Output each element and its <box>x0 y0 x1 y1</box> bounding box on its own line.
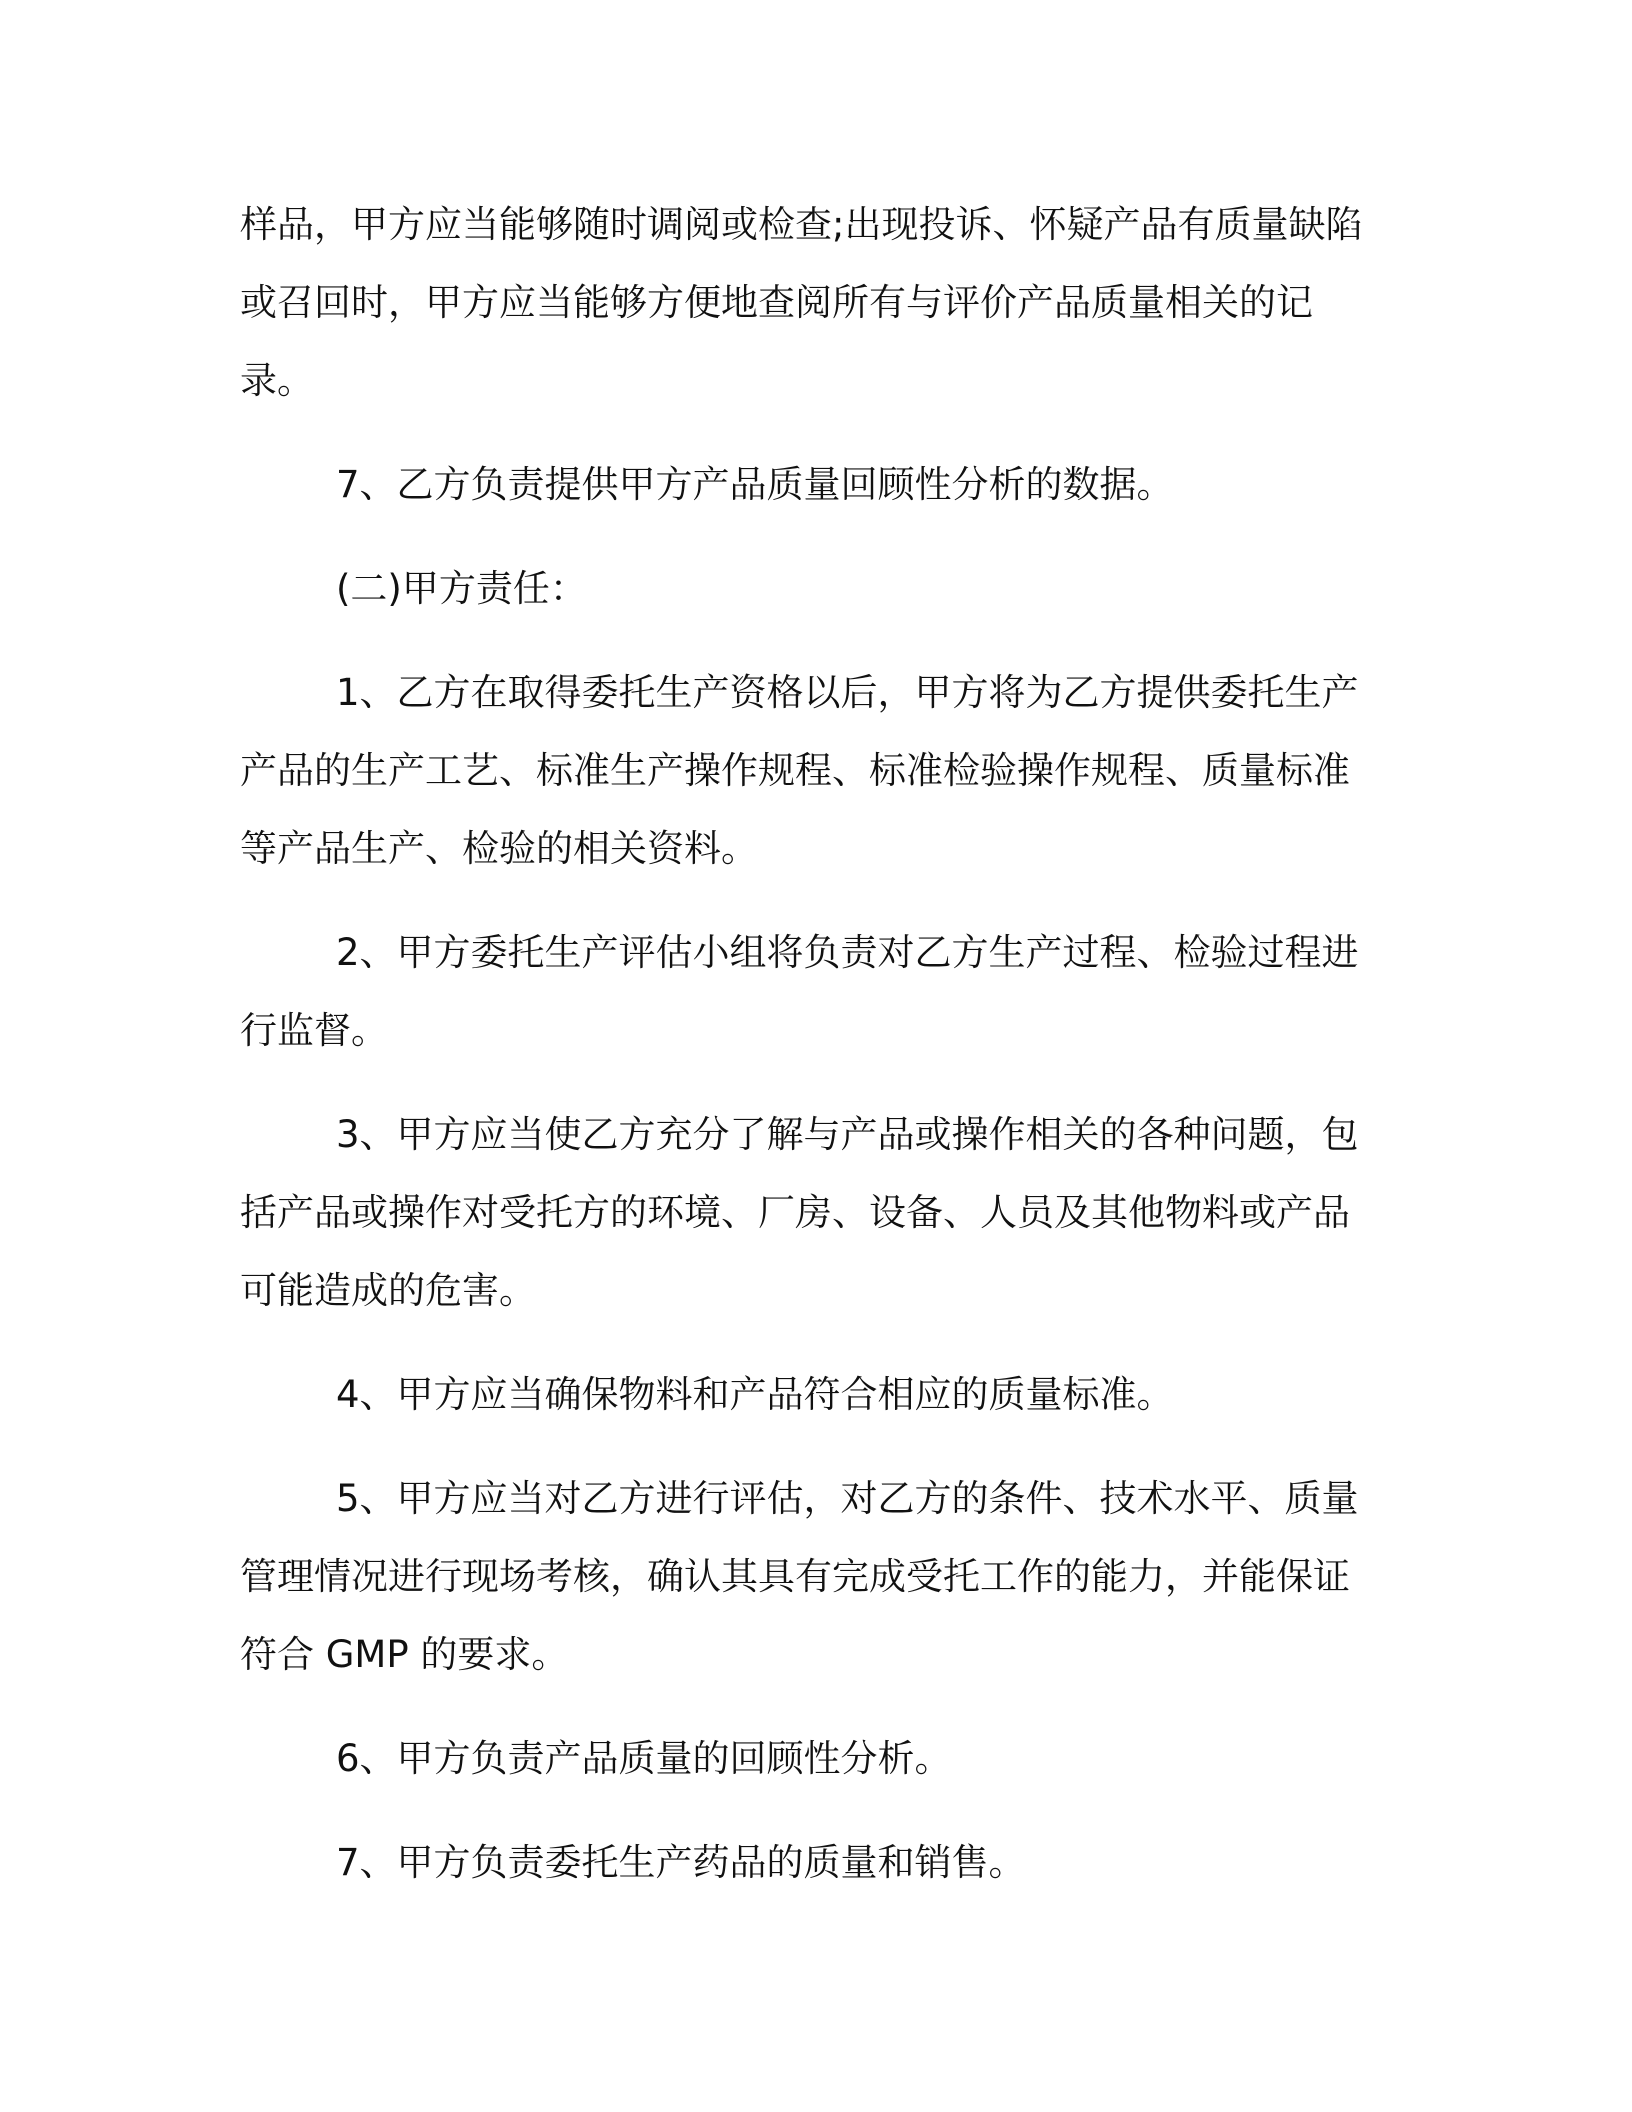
paragraph-party-a-item-5: 5、甲方应当对乙方进行评估，对乙方的条件、技术水平、质量管理情况进行现场考核，确认其具有完成受托工作的能力，并能保证符合 GMP 的要求。 <box>240 1477 1359 1676</box>
document-body <box>240 186 1370 1928</box>
paragraph-party-a-item-6: 6、甲方负责产品质量的回顾性分析。 <box>336 1737 952 1780</box>
paragraph-party-a-item-2: 2、甲方委托生产评估小组将负责对乙方生产过程、检验过程进行监督。 <box>240 931 1359 1052</box>
paragraph-party-a-item-1: 1、乙方在取得委托生产资格以后，甲方将为乙方提供委托生产产品的生产工艺、标准生产操作规程、标准检验操作规程、质量标准等产品生产、检验的相关资料。 <box>240 671 1359 870</box>
paragraph-continued-sample: 样品，甲方应当能够随时调阅或检查;出现投诉、怀疑产品有质量缺陷或召回时，甲方应当能够方便地查阅所有与评价产品质量相关的记录。 <box>240 203 1363 402</box>
paragraph-party-a-item-4: 4、甲方应当确保物料和产品符合相应的质量标准。 <box>336 1373 1174 1416</box>
paragraph-party-a-item-7: 7、甲方负责委托生产药品的质量和销售。 <box>336 1841 1026 1884</box>
section-heading-party-a-responsibility: (二)甲方责任： <box>336 567 587 610</box>
paragraph-party-b-item-7: 7、乙方负责提供甲方产品质量回顾性分析的数据。 <box>336 463 1174 506</box>
paragraph-party-a-item-3: 3、甲方应当使乙方充分了解与产品或操作相关的各种问题，包括产品或操作对受托方的环境、厂房、设备、人员及其他物料或产品可能造成的危害。 <box>240 1113 1359 1312</box>
